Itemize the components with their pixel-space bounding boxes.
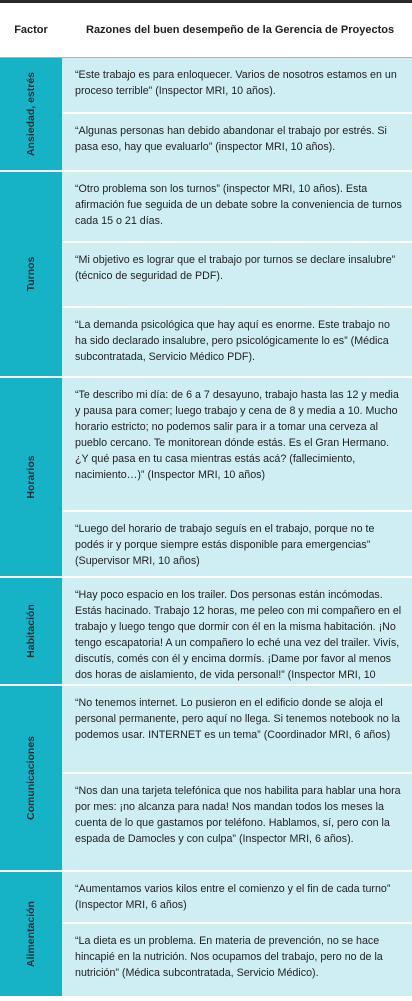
factor-label-ansiedad: Ansiedad, estrés — [25, 71, 37, 157]
factor-label-comunicaciones: Comunicaciones — [25, 735, 37, 821]
factor-label-habitacion: Habitación — [25, 604, 37, 658]
group-turnos — [0, 172, 412, 378]
group-alimentacion — [0, 872, 412, 998]
factor-label-horarios: Horarios — [25, 455, 37, 499]
table-header — [0, 3, 412, 58]
quote-cell: “La dieta es un problema. En materia de prevención, no se hace hincapié en la nutrición. Nos ocupamos del trabajo, pero no de la nutrición” (Médica subcontratada, Servicio Médico). — [62, 924, 412, 998]
quote-cell: “Este trabajo es para enloquecer. Varios de nosotros estamos en un proceso terrible” (Inspector MRI, 10 años). — [62, 58, 412, 114]
quote-cell: “Aumentamos varios kilos entre el comienzo y el fin de cada turno” (Inspector MRI, 6 años) — [62, 872, 412, 924]
header-reasons: Razones del buen desempeño de la Gerencia de Proyectos — [86, 24, 395, 36]
quote-cell: “No tenemos internet. Lo pusieron en el edificio donde se aloja el personal permanente, pero aquí no llega. Si tenemos notebook no la podemos usar. INTERNET es un tema” (Coordinador MRI, 6 años) — [62, 686, 412, 774]
quote-cell: “Algunas personas han debido abandonar el trabajo por estrés. Si pasa eso, hay que evaluarlo” (inspector MRI, 10 años). — [62, 114, 412, 172]
group-horarios — [0, 378, 412, 578]
header-factor: Factor — [14, 24, 48, 36]
factor-label-alimentacion: Alimentación — [25, 901, 37, 967]
quote-cell: “Luego del horario de trabajo seguís en el trabajo, porque no te podés ir y porque siempre estás disponible para emergencias” (Supervisor MRI, 10 años) — [62, 512, 412, 578]
quote-cell: “Hay poco espacio en los trailer. Dos personas están incómodas. Estás hacinado. Trabajo 12 horas, me peleo con mi compañero en el trabajo y luego tengo que dormir con él en la misma habitación. ¡No tengo escapatoria! A un compañero lo eché una vez del trailer. Vivís, discutís, comés con él y encima dormís. ¡Dame por favor al menos dos horas de aislamiento, de vida personal!” (Inspector MRI, 10 — [62, 578, 412, 686]
quote-cell: “Nos dan una tarjeta telefónica que nos habilita para hablar una hora por mes: ¡no alcanza para nada! Nos mandan todos los meses la cuenta de lo que gastamos por teléfono. Hablamos, sí, pero con la espada de Damocles y con culpa” (Inspector MRI, 6 años). — [62, 774, 412, 872]
quote-cell: “Otro problema son los turnos” (inspector MRI, 10 años). Esta afirmación fue seguida de un debate sobre la conveniencia de turnos cada 15 o 21 días. — [62, 172, 412, 243]
quote-cell: “Mi objetivo es lograr que el trabajo por turnos se declare insalubre” (técnico de seguridad de PDF). — [62, 243, 412, 308]
group-ansiedad — [0, 58, 412, 172]
group-comunicaciones — [0, 686, 412, 872]
quote-cell: “La demanda psicológica que hay aquí es enorme. Este trabajo no ha sido declarado insalubre, pero psicológicamente lo es” (Médica subcontratada, Servicio Médico PDF). — [62, 308, 412, 378]
factor-label-turnos: Turnos — [25, 256, 37, 292]
group-habitacion — [0, 578, 412, 686]
quote-cell: “Te describo mi día: de 6 a 7 desayuno, trabajo hasta las 12 y media y pausa para comer; luego trabajo y cena de 8 y media a 10. Mucho horario estricto; no podemos salir para ir a tomar una cerveza al pueblo cercano. Te monitorean dónde estás. Es el Gran Hermano. ¿Y qué pasa en tu casa mientras estás acá? (fallecimiento, nacimiento…)” (Inspector MRI, 10 años) — [62, 378, 412, 512]
